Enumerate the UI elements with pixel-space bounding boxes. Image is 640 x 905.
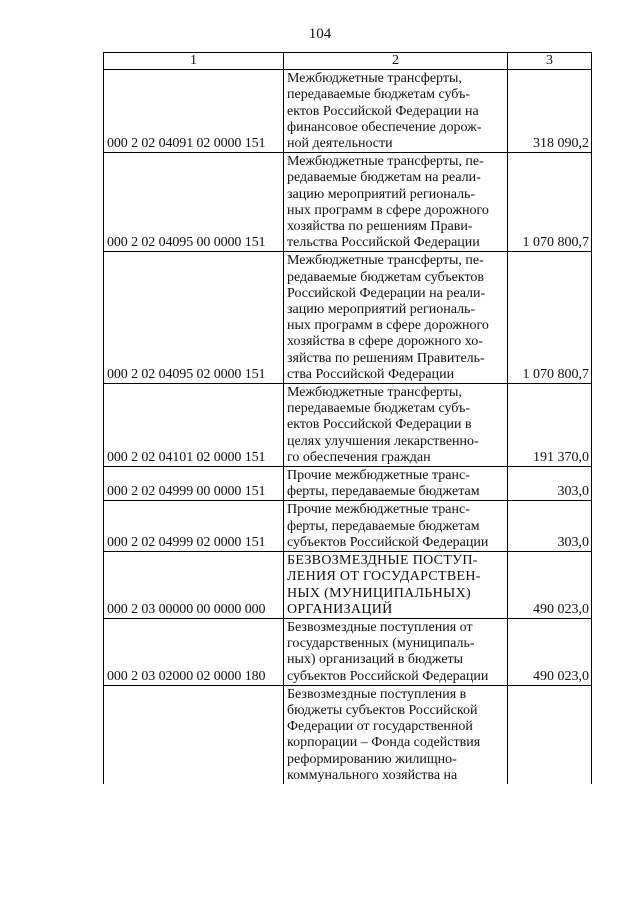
- description-line: редаваемые бюджетам субъектов: [287, 269, 484, 285]
- description-line: корпорации – Фонда содействия: [287, 735, 481, 751]
- description-cell: [284, 153, 508, 252]
- table-row: [104, 384, 592, 467]
- description-cell: [284, 501, 508, 552]
- description-line: бюджеты субъектов Российской: [287, 702, 478, 718]
- description-line: ства Российской Федерации: [287, 366, 455, 382]
- description-line: целях улучшения лекарственно-: [287, 433, 479, 449]
- table-row: [104, 252, 592, 384]
- description-line: Федерации от государственной: [287, 719, 473, 735]
- description-line: передаваемые бюджетам субъ-: [287, 87, 470, 103]
- description-line: хозяйства по решениям Прави-: [287, 219, 473, 235]
- page-number: 104: [308, 26, 332, 42]
- description-line: субъектов Российской Федерации: [287, 534, 489, 550]
- budget-code-cell: 000 2 03 00000 00 0000 000: [104, 552, 284, 619]
- amount-cell: 1 070 800,7: [508, 153, 592, 252]
- description-line: тельства Российской Федерации: [287, 235, 480, 251]
- budget-code-cell: 000 2 02 04999 00 0000 151: [104, 467, 284, 501]
- column-header-3: 3: [508, 53, 592, 70]
- description-line: ферты, передаваемые бюджетам: [287, 484, 480, 500]
- amount-cell: 490 023,0: [508, 618, 592, 685]
- table-row: [104, 618, 592, 685]
- description-line: Межбюджетные трансферты, пе-: [287, 253, 484, 269]
- amount-cell: 191 370,0: [508, 384, 592, 467]
- table-row: [104, 501, 592, 552]
- description-line: Межбюджетные трансферты, пе-: [287, 154, 484, 170]
- description-line: ектов Российской Федерации в: [287, 417, 472, 433]
- description-line: субъектов Российской Федерации: [287, 668, 489, 684]
- description-line: реформированию жилищно-: [287, 751, 457, 767]
- description-cell: [284, 70, 508, 153]
- budget-code-cell: 000 2 03 02000 02 0000 180: [104, 618, 284, 685]
- description-line: ных) организаций в бюджеты: [287, 652, 464, 668]
- table-row: [104, 685, 592, 784]
- description-line: зацию мероприятий региональ-: [287, 302, 476, 318]
- description-line: коммунального хозяйства на: [287, 767, 458, 783]
- amount-cell: 303,0: [508, 467, 592, 501]
- budget-code-cell: 000 2 02 04101 02 0000 151: [104, 384, 284, 467]
- description-line: ОРГАНИЗАЦИЙ: [287, 601, 393, 617]
- description-line: передаваемые бюджетам субъ-: [287, 401, 470, 417]
- amount-cell: 318 090,2: [508, 70, 592, 153]
- description-line: Безвозмездные поступления в: [287, 686, 467, 702]
- description-line: ектов Российской Федерации на: [287, 103, 479, 119]
- budget-table: [103, 52, 592, 784]
- description-line: ных программ в сфере дорожного: [287, 318, 489, 334]
- budget-code-cell: 000 2 02 04095 00 0000 151: [104, 153, 284, 252]
- description-line: Межбюджетные трансферты,: [287, 385, 462, 401]
- table-body: [104, 70, 592, 784]
- description-cell: [284, 384, 508, 467]
- description-line: Безвозмездные поступления от: [287, 619, 473, 635]
- table-header-row: [104, 53, 592, 70]
- description-line: хозяйства в сфере дорожного хо-: [287, 334, 483, 350]
- description-cell: [284, 618, 508, 685]
- description-line: ферты, передаваемые бюджетам: [287, 518, 480, 534]
- table-row: [104, 552, 592, 619]
- description-line: Прочие межбюджетные транс-: [287, 468, 470, 484]
- description-line: зяйства по решениям Правитель-: [287, 350, 485, 366]
- description-cell: [284, 552, 508, 619]
- description-cell: [284, 467, 508, 501]
- budget-code-cell: 000 2 02 04091 02 0000 151: [104, 70, 284, 153]
- amount-cell: 303,0: [508, 501, 592, 552]
- description-line: НЫХ (МУНИЦИПАЛЬНЫХ): [287, 585, 471, 601]
- column-header-2: 2: [284, 53, 508, 70]
- description-line: БЕЗВОЗМЕЗДНЫЕ ПОСТУП-: [287, 553, 478, 569]
- amount-cell: [508, 685, 592, 784]
- description-line: Российской Федерации на реали-: [287, 285, 486, 301]
- budget-code-cell: [104, 685, 284, 784]
- description-line: финансовое обеспечение дорож-: [287, 119, 482, 135]
- description-line: зацию мероприятий региональ-: [287, 186, 476, 202]
- column-header-1: 1: [104, 53, 284, 70]
- description-cell: [284, 685, 508, 784]
- description-line: государственных (муниципаль-: [287, 636, 475, 652]
- table-row: [104, 70, 592, 153]
- description-line: ной деятельности: [287, 136, 393, 152]
- description-line: Межбюджетные трансферты,: [287, 71, 462, 87]
- budget-code-cell: 000 2 02 04999 02 0000 151: [104, 501, 284, 552]
- amount-cell: 490 023,0: [508, 552, 592, 619]
- description-line: редаваемые бюджетам на реали-: [287, 170, 481, 186]
- description-line: ных программ в сфере дорожного: [287, 202, 489, 218]
- description-line: ЛЕНИЯ ОТ ГОСУДАРСТВЕН-: [287, 569, 481, 585]
- budget-code-cell: 000 2 02 04095 02 0000 151: [104, 252, 284, 384]
- amount-cell: 1 070 800,7: [508, 252, 592, 384]
- description-line: Прочие межбюджетные транс-: [287, 502, 470, 518]
- table-row: [104, 467, 592, 501]
- description-line: го обеспечения граждан: [287, 449, 431, 465]
- description-cell: [284, 252, 508, 384]
- table-row: [104, 153, 592, 252]
